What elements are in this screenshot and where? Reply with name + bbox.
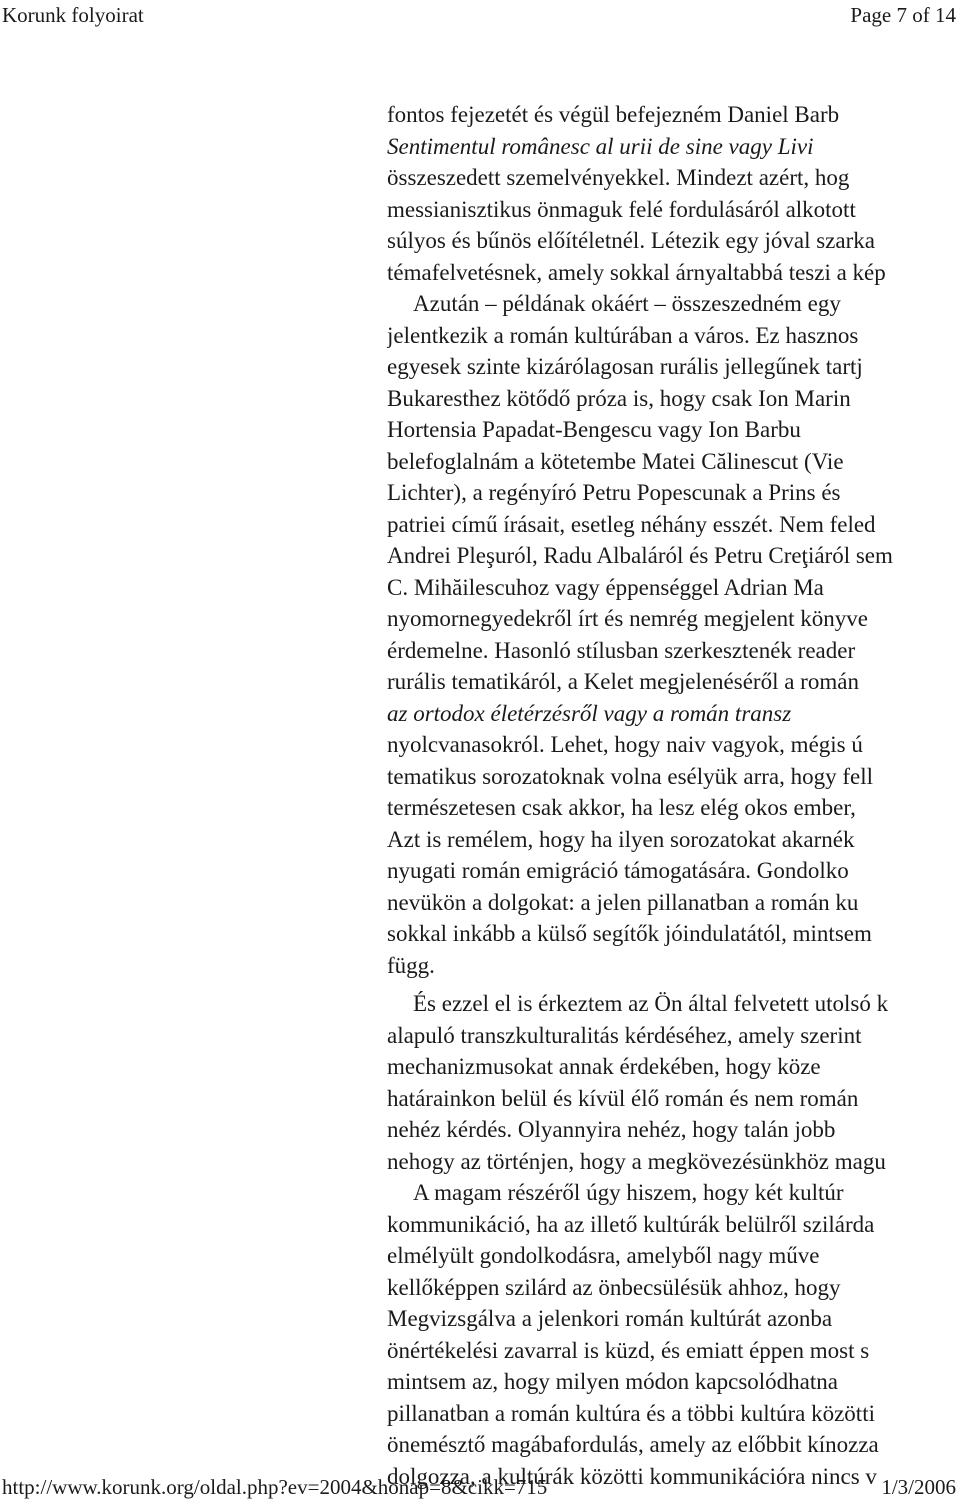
text-line: Azután – példának okáért – összeszedném egy bbox=[413, 291, 841, 316]
text-line: összeszedett szemelvényekkel. Mindezt azért, hog bbox=[387, 165, 850, 190]
text-line: sokkal inkább a külső segítők jóindulatától, mintsem bbox=[387, 921, 872, 946]
text-line: alapuló transzkulturalitás kérdéséhez, amely szerint bbox=[387, 1022, 862, 1048]
site-title: Korunk folyoirat bbox=[2, 3, 144, 27]
text-line: És ezzel el is érkeztem az Ön által felvetett utolsó k bbox=[413, 991, 889, 1016]
text-line: A magam részéről úgy hiszem, hogy két kultúr bbox=[413, 1180, 844, 1205]
text-line: nyomornegyedekről írt és nemrég megjelent könyve bbox=[387, 606, 868, 631]
page-footer bbox=[0, 1472, 960, 1502]
text-line: Sentimentul românesc al urii de sine vagy Livi bbox=[387, 133, 814, 159]
text-line: jelentkezik a román kultúrában a város. Ez hasznos bbox=[387, 322, 859, 348]
text-line: témafelvetésnek, amely sokkal árnyaltabbá teszi a kép bbox=[387, 259, 886, 285]
text-line: belefoglalnám a kötetembe Matei Călinescut (Vie bbox=[387, 448, 844, 474]
text-line: nyolcvanasokról. Lehet, hogy naiv vagyok, mégis ú bbox=[387, 732, 863, 757]
page-header bbox=[0, 0, 960, 30]
text-line: kellőképpen szilárd az önbecsülésük ahhoz, hogy bbox=[387, 1274, 841, 1300]
page-url: http://www.korunk.org/oldal.php?ev=2004&honap=8&cikk=715 bbox=[2, 1475, 548, 1499]
text-line: elmélyült gondolkodásra, amelyből nagy műve bbox=[387, 1243, 820, 1268]
text-line: függ. bbox=[387, 952, 435, 978]
print-date: 1/3/2006 bbox=[881, 1475, 956, 1499]
text-line: mintsem az, hogy milyen módon kapcsolódhatna bbox=[387, 1369, 838, 1394]
text-line: önemésztő magábafordulás, amely az előbbit kínozza bbox=[387, 1432, 879, 1457]
text-line: rurális tematikáról, a Kelet megjelenéséről a román bbox=[387, 669, 859, 694]
text-line: nehéz kérdés. Olyannyira nehéz, hogy talán jobb bbox=[387, 1117, 836, 1142]
text-line: messianisztikus önmaguk felé fordulásáról alkotott bbox=[387, 196, 856, 222]
article-text bbox=[387, 99, 960, 1492]
text-line: pillanatban a román kultúra és a többi kultúra közötti bbox=[387, 1400, 875, 1426]
page-number: Page 7 of 14 bbox=[850, 3, 956, 27]
text-line: mechanizmusokat annak érdekében, hogy köze bbox=[387, 1054, 821, 1079]
text-line: Bukaresthez kötődő próza is, hogy csak Ion Marin bbox=[387, 385, 851, 411]
text-line: önértékelési zavarral is küzd, és emiatt éppen most s bbox=[387, 1337, 870, 1363]
text-line: kommunikáció, ha az illető kultúrák belülről szilárda bbox=[387, 1211, 875, 1237]
text-line: Azt is remélem, hogy ha ilyen sorozatokat akarnék bbox=[387, 826, 855, 852]
text-line: természetesen csak akkor, ha lesz elég okos ember, bbox=[387, 795, 856, 820]
text-line: nyugati román emigráció támogatására. Gondolko bbox=[387, 858, 849, 883]
text-line: egyesek szinte kizárólagosan rurális jellegűnek tartj bbox=[387, 354, 863, 379]
text-line: Andrei Pleşuról, Radu Albaláról és Petru Creţiáról sem bbox=[387, 543, 893, 568]
text-line: az ortodox életérzésről vagy a román transz bbox=[387, 700, 792, 726]
text-line: érdemelne. Hasonló stílusban szerkesztenék reader bbox=[387, 637, 856, 663]
text-line: nevükön a dolgokat: a jelen pillanatban a román ku bbox=[387, 889, 859, 915]
text-line: Megvizsgálva a jelenkori román kultúrát azonba bbox=[387, 1306, 833, 1331]
text-line: Lichter), a regényíró Petru Popescunak a Prins és bbox=[387, 480, 841, 505]
text-line: Hortensia Papadat-Bengescu vagy Ion Barbu bbox=[387, 417, 801, 442]
text-line: patriei című írásait, esetleg néhány esszét. Nem feled bbox=[387, 511, 876, 537]
text-line: tematikus sorozatoknak volna esélyük arra, hogy fell bbox=[387, 763, 874, 789]
text-line: dolgozza, a kultúrák közötti kommunikációra nincs v bbox=[387, 1463, 877, 1489]
text-line: nehogy az történjen, hogy a megkövezésünkhöz magu bbox=[387, 1148, 886, 1174]
text-line: súlyos és bűnös előítéletnél. Létezik egy jóval szarka bbox=[387, 228, 875, 253]
text-line: C. Mihăilescuhoz vagy éppenséggel Adrian Ma bbox=[387, 574, 824, 600]
text-line: fontos fejezetét és végül befejezném Daniel Barb bbox=[387, 102, 840, 127]
text-line: határainkon belül és kívül élő román és nem román bbox=[387, 1085, 859, 1111]
